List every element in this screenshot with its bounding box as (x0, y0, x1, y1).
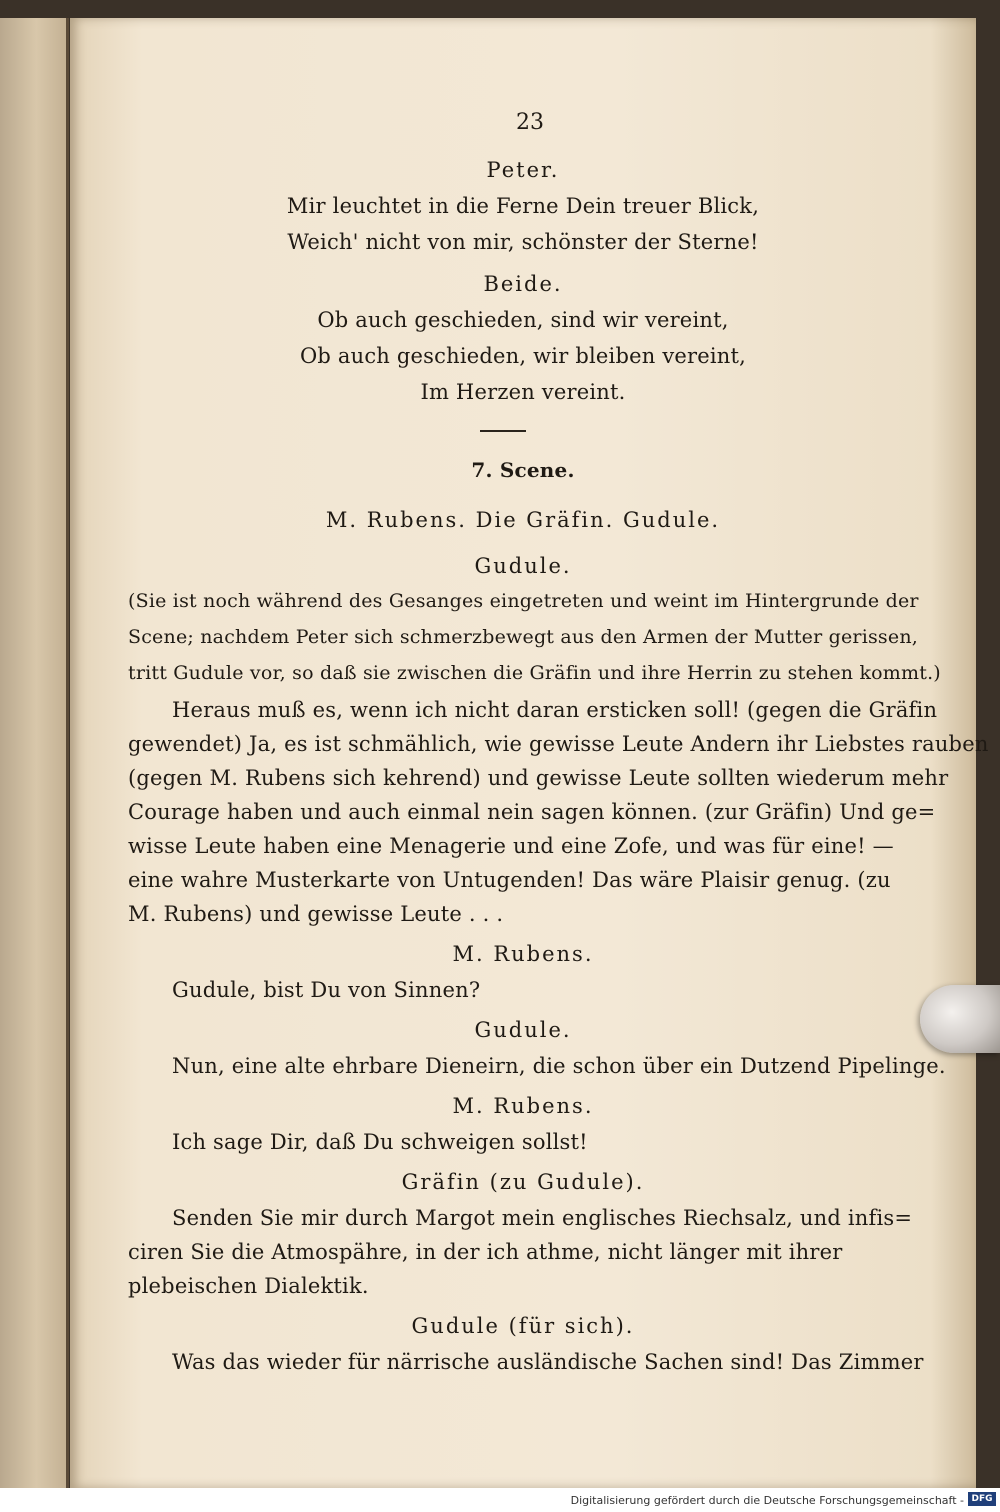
dialogue-line: M. Rubens) und gewisse Leute . . . (128, 902, 504, 926)
verse-line: Im Herzen vereint. (420, 380, 626, 404)
dialogue-line: Nun, eine alte ehrbare Dieneirn, die schon über ein Dutzend Pipelinge. (172, 1054, 946, 1078)
page-number: 23 (516, 110, 544, 135)
dfg-logo: DFG (968, 1492, 996, 1506)
scene-heading: 7. Scene. (471, 458, 575, 482)
stage-direction: tritt Gudule vor, so daß sie zwischen die Gräfin und ihre Herrin zu stehen kommt.) (128, 662, 941, 684)
dialogue-line: Ich sage Dir, daß Du schweigen sollst! (172, 1130, 588, 1154)
speaker-rubens: M. Rubens. (452, 942, 594, 966)
book-page (70, 18, 989, 1488)
dialogue-line: Gudule, bist Du von Sinnen? (172, 978, 481, 1002)
speaker-rubens: M. Rubens. (452, 1094, 594, 1118)
verse-line: Mir leuchtet in die Ferne Dein treuer Blick, (286, 194, 760, 218)
speaker-gudule: Gudule. (474, 554, 572, 578)
speaker-gudule: Gudule. (474, 1018, 572, 1042)
verse-line: Ob auch geschieden, wir bleiben vereint, (299, 344, 747, 368)
dialogue-line: eine wahre Musterkarte von Untugenden! Das wäre Plaisir genug. (zu (128, 868, 891, 892)
verse-line: Ob auch geschieden, sind wir vereint, (317, 308, 729, 332)
speaker-gudule: Gudule (für sich). (411, 1314, 635, 1338)
section-divider (480, 430, 526, 432)
speaker-peter: Peter. (486, 158, 560, 182)
dialogue-line: plebeischen Dialektik. (128, 1274, 369, 1298)
dialogue-line: Courage haben und auch einmal nein sagen können. (zur Gräfin) Und ge= (128, 800, 936, 824)
speaker-beide: Beide. (483, 272, 563, 296)
stage-direction: Scene; nachdem Peter sich schmerzbewegt aus den Armen der Mutter gerissen, (128, 626, 919, 648)
dialogue-line: wisse Leute haben eine Menagerie und eine Zofe, und was für eine! — (128, 834, 894, 858)
stage-direction: (Sie ist noch während des Gesanges eingetreten und weint im Hintergrunde der (128, 590, 919, 612)
speaker-graefin: Gräfin (zu Gudule). (401, 1170, 645, 1194)
cast-list: M. Rubens. Die Gräfin. Gudule. (325, 508, 721, 532)
verse-line: Weich' nicht von mir, schönster der Sterne! (287, 230, 759, 254)
dialogue-line: Senden Sie mir durch Margot mein englisches Riechsalz, und infis= (172, 1206, 913, 1230)
scanner-thumb (920, 985, 1000, 1053)
dialogue-line: gewendet) Ja, es ist schmählich, wie gewisse Leute Andern ihr Liebstes rauben (128, 732, 989, 756)
dialogue-line: (gegen M. Rubens sich kehrend) und gewisse Leute sollten wiederum mehr (128, 766, 949, 790)
facing-page-edge (0, 18, 69, 1488)
dialogue-line: Was das wieder für närrische ausländische Sachen sind! Das Zimmer (172, 1350, 924, 1374)
footer-credit: Digitalisierung gefördert durch die Deutsche Forschungsgemeinschaft - (570, 1494, 964, 1507)
dialogue-line: Heraus muß es, wenn ich nicht daran ersticken soll! (gegen die Gräfin (172, 698, 938, 722)
dialogue-line: ciren Sie die Atmospähre, in der ich athme, nicht länger mit ihrer (128, 1240, 843, 1264)
